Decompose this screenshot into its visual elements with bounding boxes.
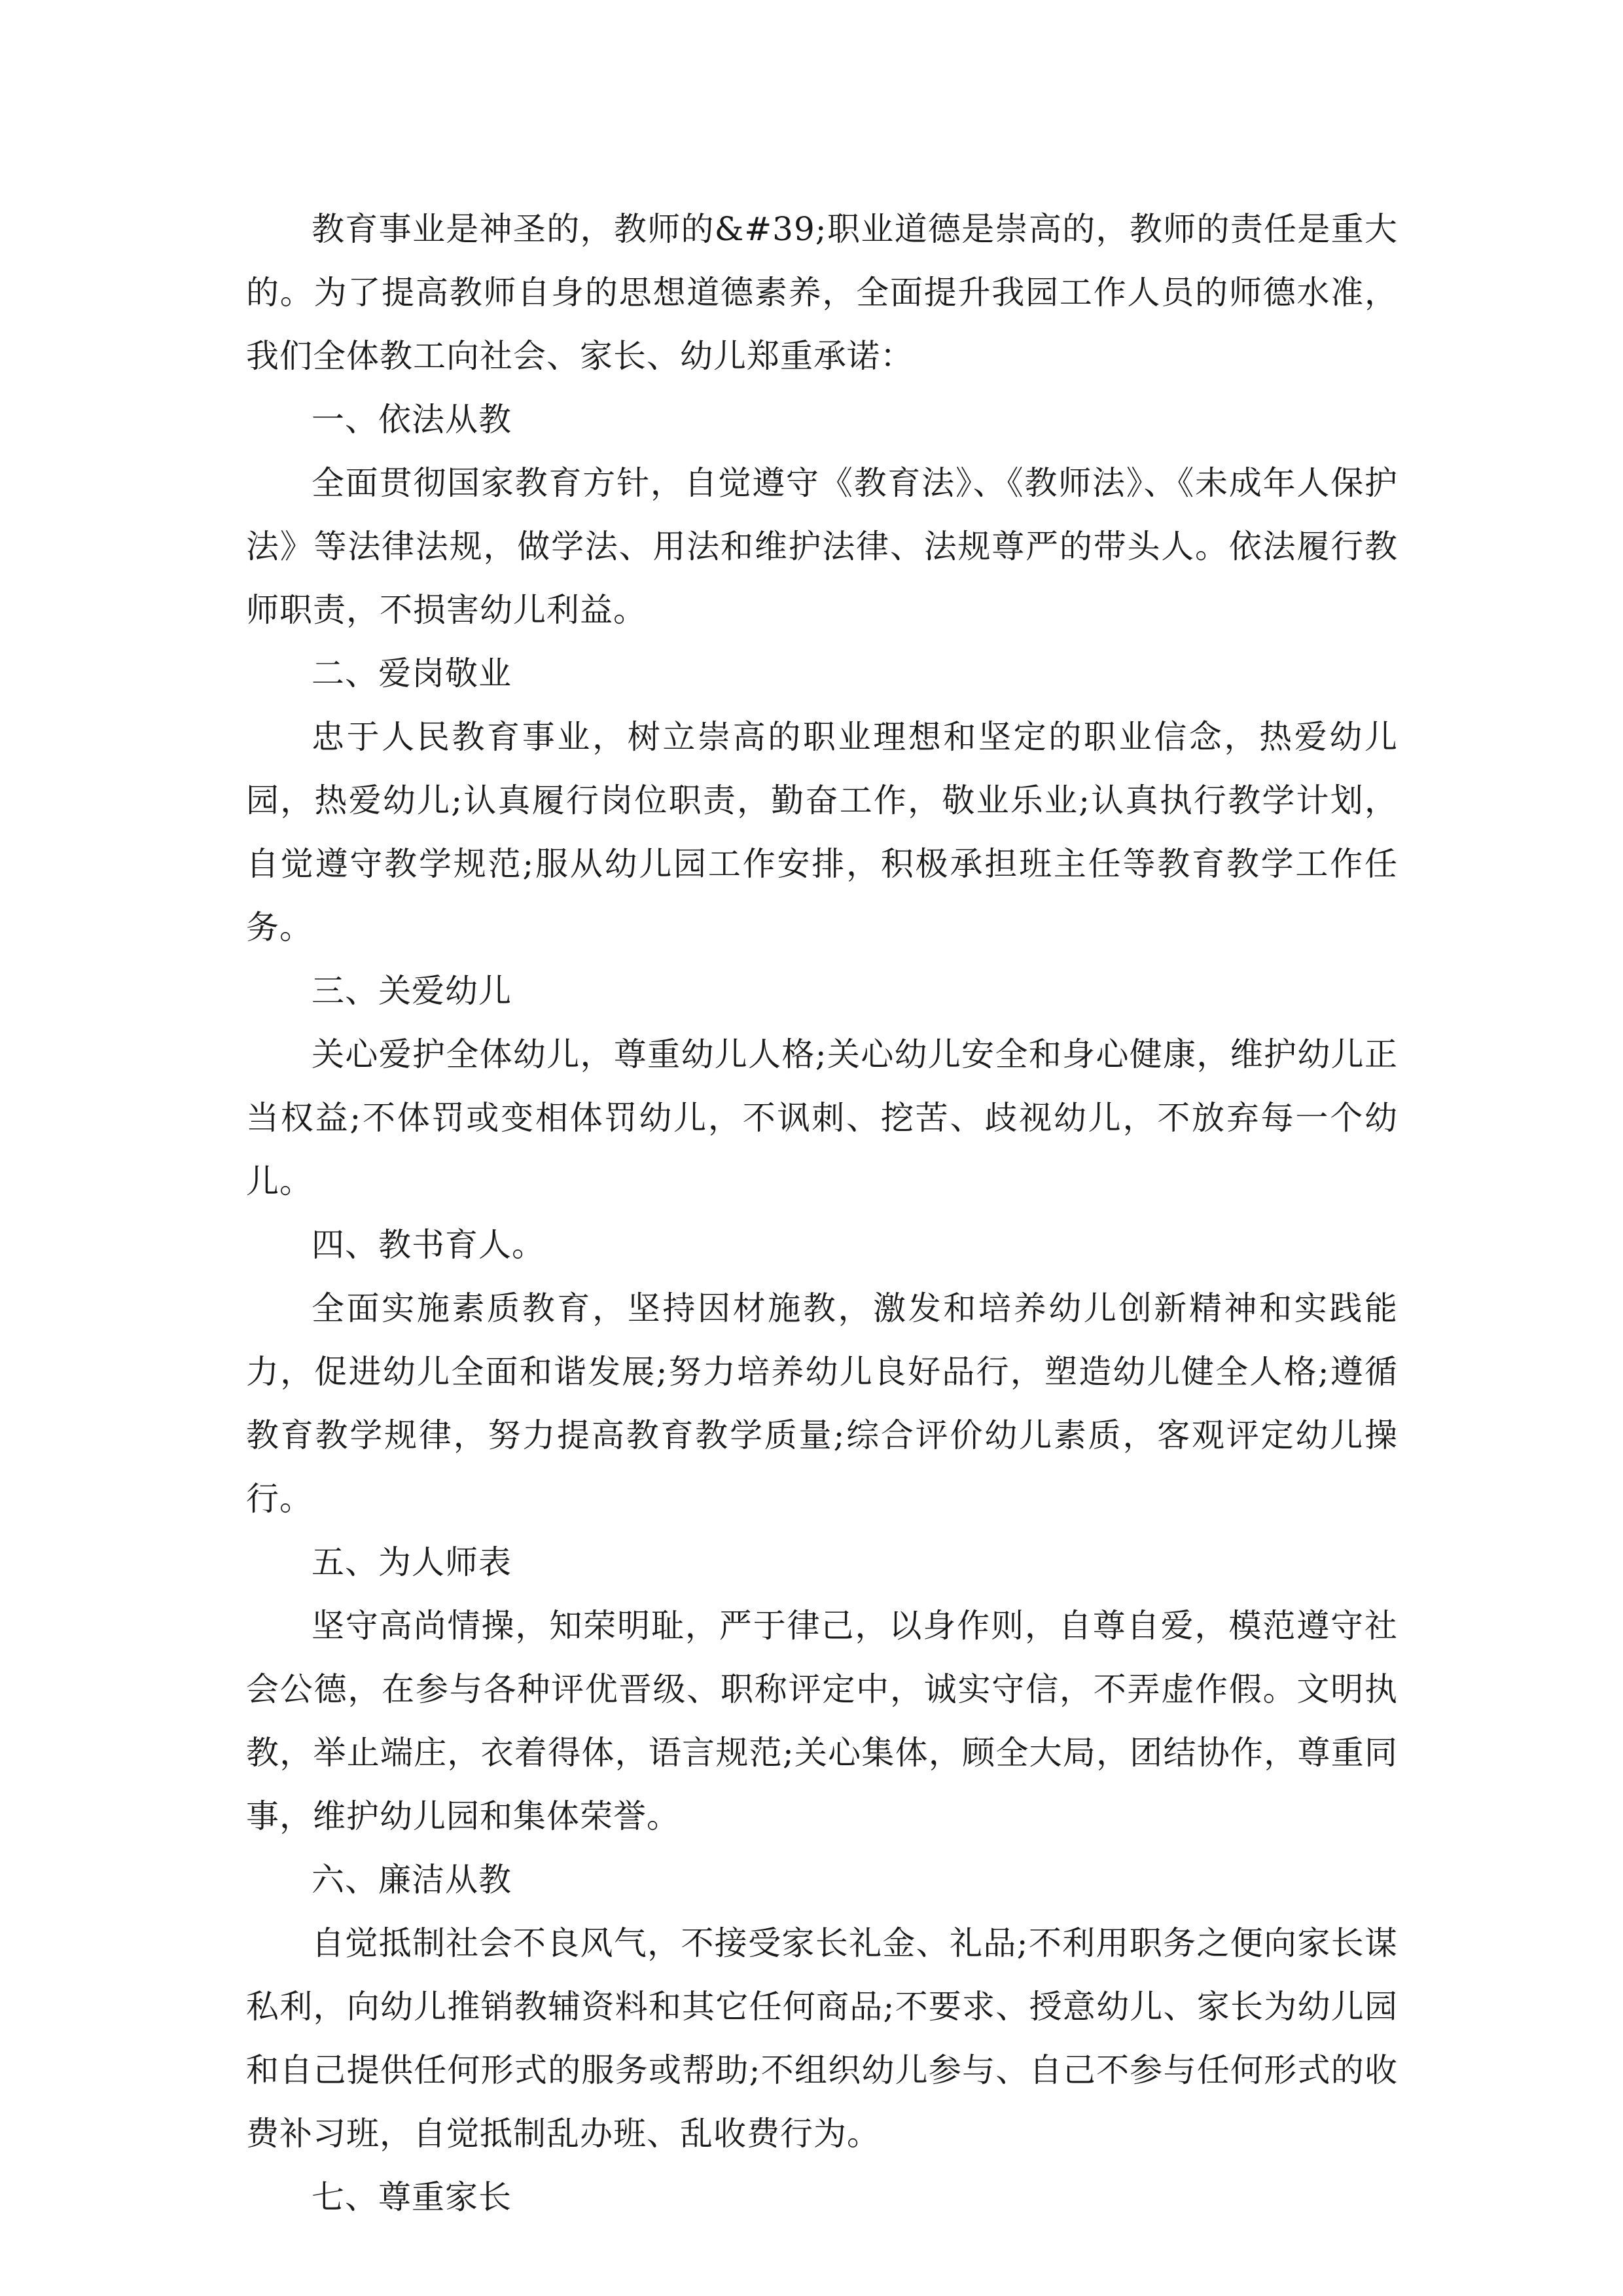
section-body-1: 全面贯彻国家教育方针，自觉遵守《教育法》、《教师法》、《未成年人保护法》等法律法规，做学法、用法和维护法律、法规尊严的带头人。依法履行教师职责，不损害幼儿利益。 xyxy=(246,464,1398,629)
section-heading-4: 四、教书育人。 xyxy=(312,1226,545,1264)
section-body-3: 关心爱护全体幼儿，尊重幼儿人格;关心幼儿安全和身心健康，维护幼儿正当权益;不体罚或变相体罚幼儿，不讽刺、挖苦、歧视幼儿，不放弃每一个幼儿。 xyxy=(246,1035,1398,1200)
section-heading-6: 六、廉洁从教 xyxy=(312,1861,512,1899)
intro-paragraph: 教育事业是神圣的，教师的&#39;职业道德是崇高的，教师的责任是重大的。为了提高教师自身的思想道德素养，全面提升我园工作人员的师德水准，我们全体教工向社会、家长、幼儿郑重承诺： xyxy=(246,210,1398,375)
section-heading-3: 三、关爱幼儿 xyxy=(312,972,512,1010)
document-body xyxy=(246,198,1398,2229)
section-heading-1: 一、依法从教 xyxy=(312,401,512,439)
section-body-2: 忠于人民教育事业，树立崇高的职业理想和坚定的职业信念，热爱幼儿园，热爱幼儿;认真履行岗位职责，勤奋工作，敬业乐业;认真执行教学计划，自觉遵守教学规范;服从幼儿园工作安排，积极承担班主任等教育教学工作任务。 xyxy=(246,718,1398,946)
section-body-5: 坚守高尚情操，知荣明耻，严于律己，以身作则，自尊自爱，模范遵守社会公德，在参与各种评优晋级、职称评定中，诚实守信，不弄虚作假。文明执教，举止端庄，衣着得体，语言规范;关心集体，顾全大局，团结协作，尊重同事，维护幼儿园和集体荣誉。 xyxy=(246,1607,1398,1835)
section-heading-7: 七、尊重家长 xyxy=(312,2178,512,2216)
section-heading-2: 二、爱岗敬业 xyxy=(312,655,512,692)
section-body-4: 全面实施素质教育，坚持因材施教，激发和培养幼儿创新精神和实践能力，促进幼儿全面和谐发展;努力培养幼儿良好品行，塑造幼儿健全人格;遵循教育教学规律，努力提高教育教学质量;综合评价幼儿素质，客观评定幼儿操行。 xyxy=(246,1289,1398,1518)
section-body-6: 自觉抵制社会不良风气，不接受家长礼金、礼品;不利用职务之便向家长谋私利，向幼儿推销教辅资料和其它任何商品;不要求、授意幼儿、家长为幼儿园和自己提供任何形式的服务或帮助;不组织幼儿参与、自己不参与任何形式的收费补习班，自觉抵制乱办班、乱收费行为。 xyxy=(246,1924,1398,2153)
section-heading-5: 五、为人师表 xyxy=(312,1543,512,1581)
